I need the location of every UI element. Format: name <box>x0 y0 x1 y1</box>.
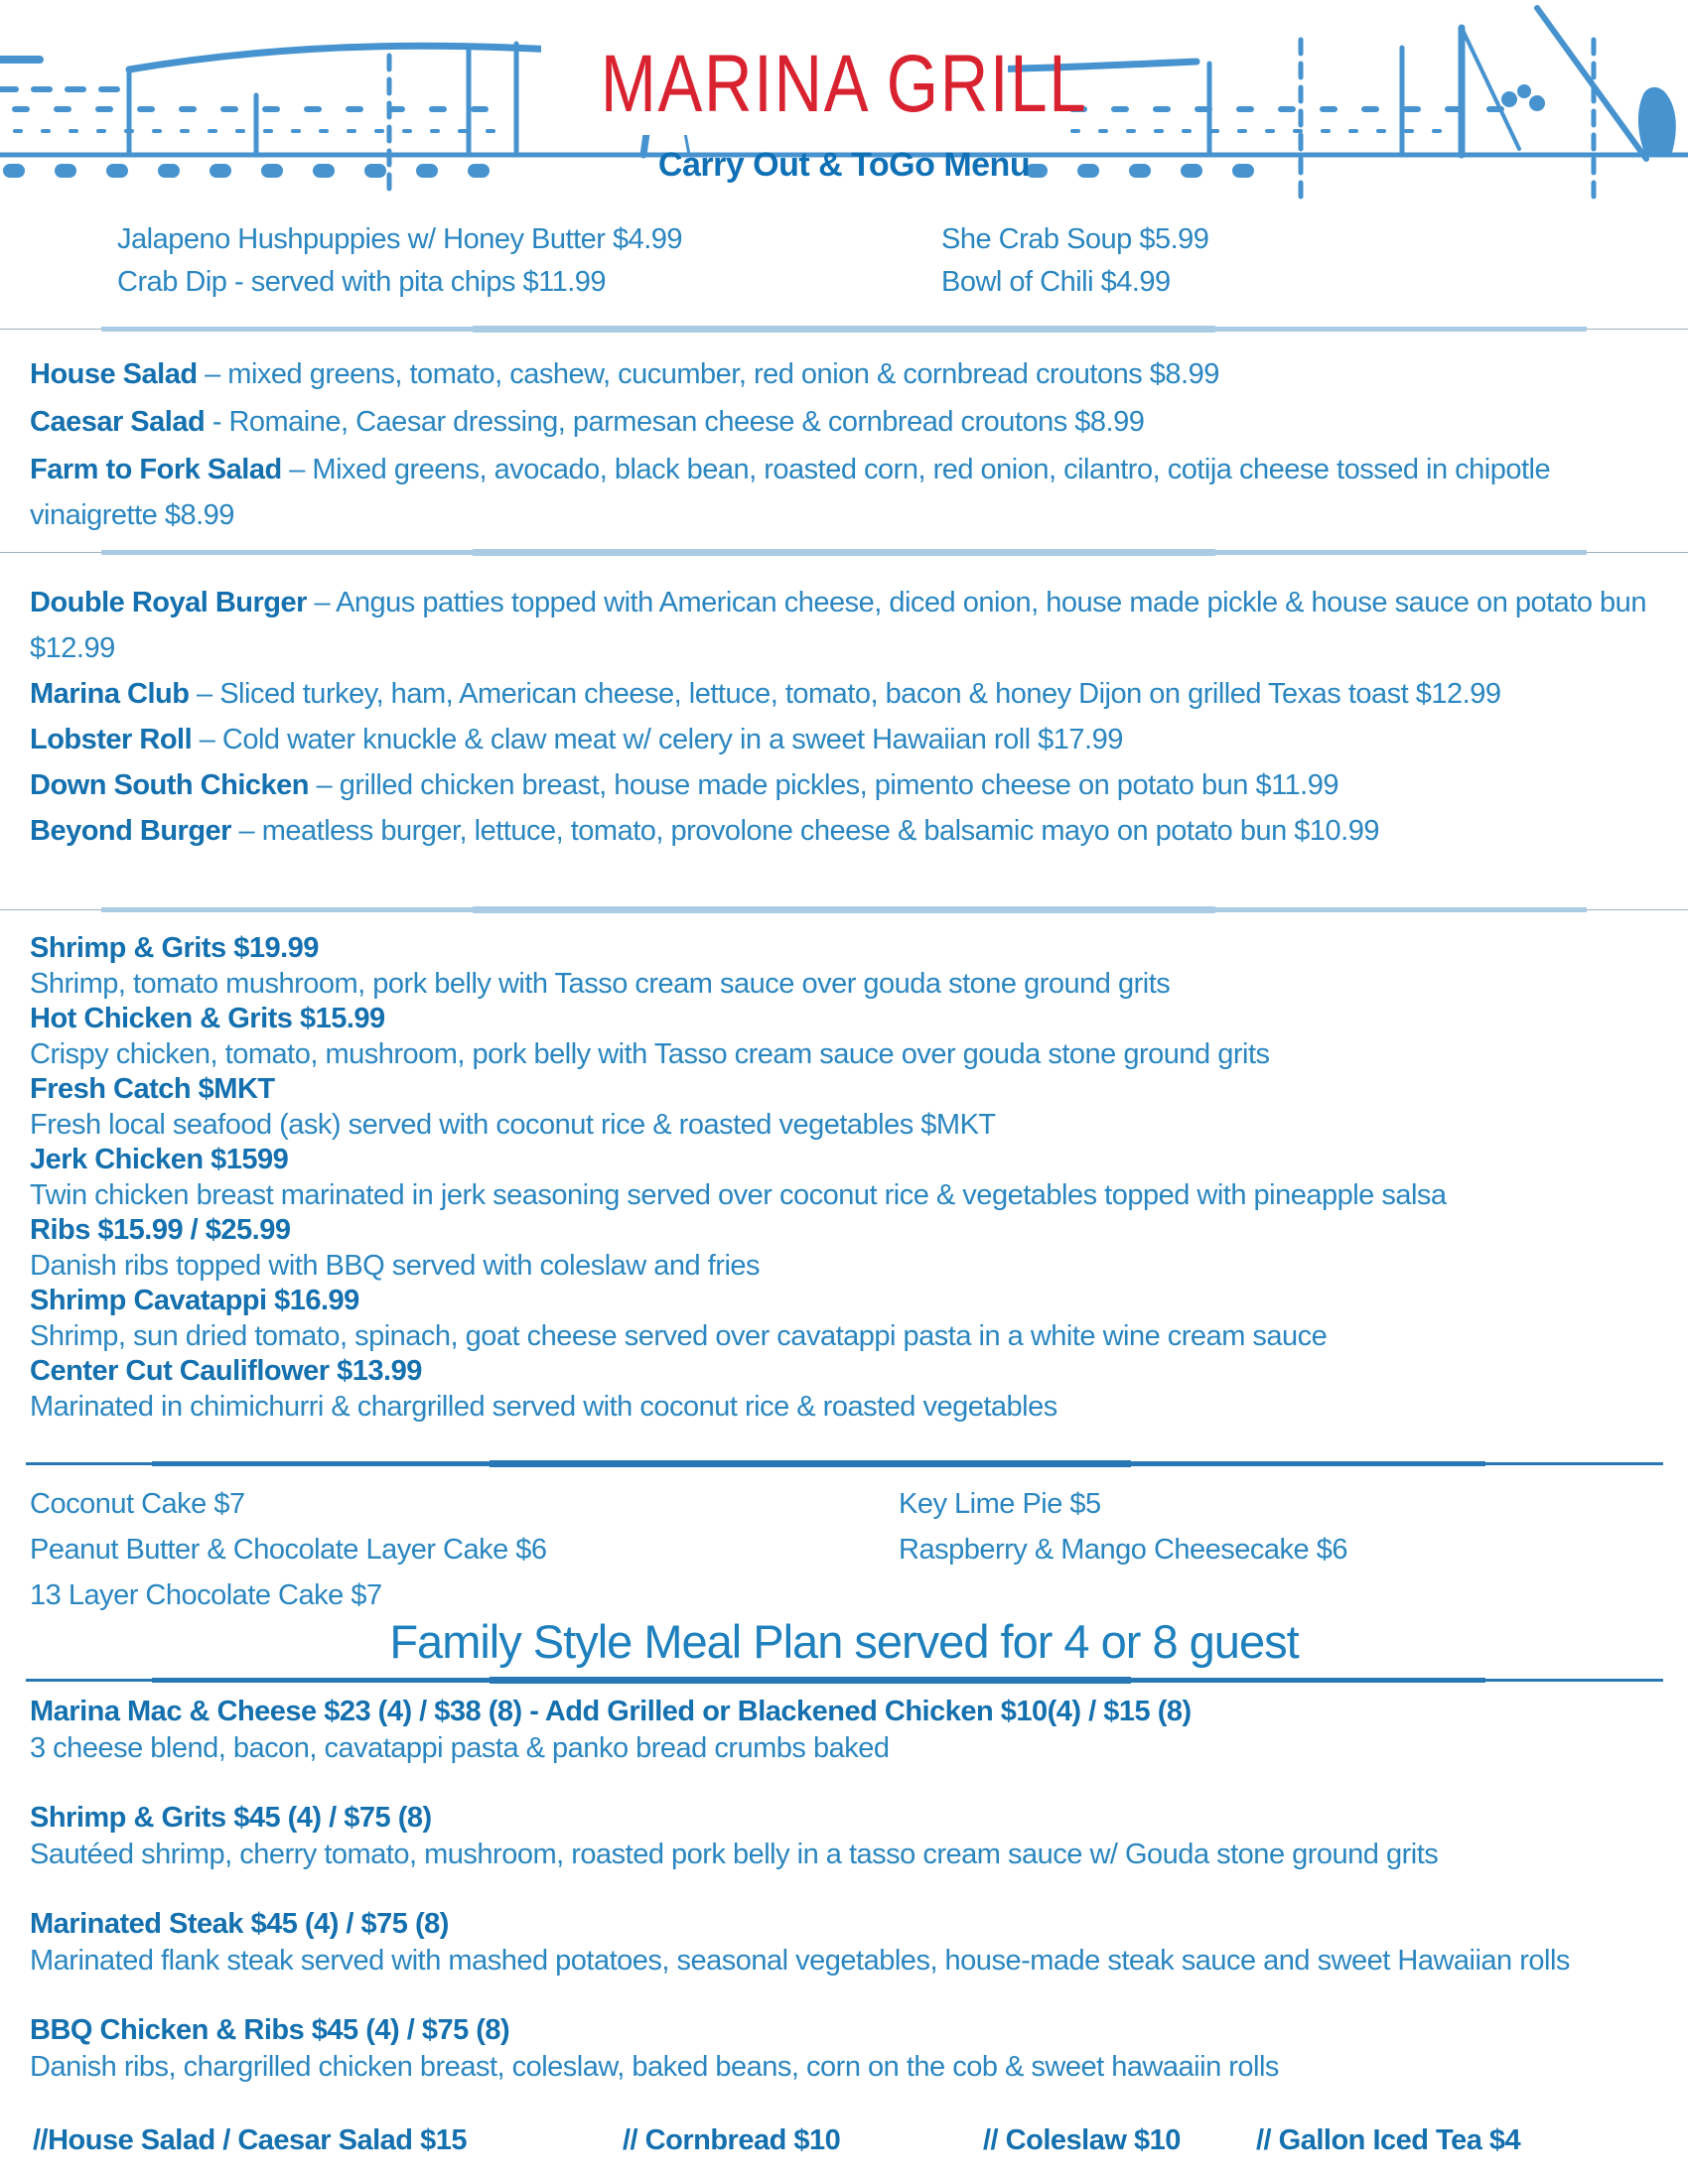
menu-item <box>30 397 1658 445</box>
menu-item-name: Double Royal Burger <box>30 587 307 618</box>
menu-item-desc: – Mixed greens, avocado, black bean, roasted corn, red onion, cilantro, cotija cheese tossed in chipotle vinaigrette $8.99 <box>30 454 1551 531</box>
desserts-column-left <box>30 1481 547 1618</box>
menu-item <box>30 445 1658 538</box>
menu-item-name: Shrimp & Grits $19.99 <box>30 932 319 964</box>
menu-item-name: BBQ Chicken & Ribs $45 (4) / $75 (8) <box>30 2014 510 2046</box>
footer-item: // Cornbread $10 <box>623 2124 841 2156</box>
section-divider <box>0 325 1688 335</box>
footer-item: //House Salad / Caesar Salad $15 <box>33 2124 467 2156</box>
section-divider <box>0 548 1688 558</box>
menu-item-name: Fresh Catch $MKT <box>30 1073 275 1105</box>
menu-item-name: Ribs $15.99 / $25.99 <box>30 1214 291 1246</box>
menu-item-name: Shrimp & Grits $45 (4) / $75 (8) <box>30 1802 432 1834</box>
menu-item-name: Lobster Roll <box>30 724 193 755</box>
menu-item-name: Marina Club <box>30 678 190 710</box>
appetizers-section <box>0 218 1688 304</box>
menu-item-name: Jerk Chicken $1599 <box>30 1144 289 1175</box>
menu-item-desc: Twin chicken breast marinated in jerk seasoning served over coconut rice & vegetables topped with pineapple salsa <box>30 1178 1447 1211</box>
section-divider <box>0 1676 1688 1686</box>
menu-item-name: Marina Mac & Cheese $23 (4) / $38 (8) - Add Grilled or Blackened Chicken $10(4) / $15 (8) <box>30 1696 1192 1727</box>
menu-item <box>30 808 1658 854</box>
entrees-section <box>0 931 1688 1425</box>
menu-item-desc: - Romaine, Caesar dressing, parmesan cheese & cornbread croutons $8.99 <box>205 406 1145 438</box>
footer-item: // Coleslaw $10 <box>983 2124 1181 2156</box>
menu-item-name: Center Cut Cauliflower $13.99 <box>30 1355 422 1387</box>
menu-item-desc: Fresh local seafood (ask) served with coconut rice & roasted vegetables $MKT <box>30 1108 996 1141</box>
menu-item <box>30 1694 1658 1767</box>
menu-item-name: Hot Chicken & Grits $15.99 <box>30 1003 385 1034</box>
menu-item <box>30 349 1658 397</box>
menu-item-desc: – Angus patties topped with American cheese, diced onion, house made pickle & house sauce on potato bun $12.99 <box>30 587 1646 664</box>
menu-item-name: Marinated Steak $45 (4) / $75 (8) <box>30 1908 449 1940</box>
menu-item <box>30 717 1658 762</box>
sandwiches-section <box>0 580 1688 854</box>
appetizer-item: Bowl of Chili $4.99 <box>941 266 1171 298</box>
desserts-column-right <box>899 1481 1347 1572</box>
section-divider <box>0 1459 1688 1469</box>
section-divider <box>0 905 1688 915</box>
menu-item-desc: Shrimp, sun dried tomato, spinach, goat cheese served over cavatappi pasta in a white wine cream sauce <box>30 1319 1328 1352</box>
menu-item <box>30 671 1658 717</box>
footer-item: // Gallon Iced Tea $4 <box>1256 2124 1521 2156</box>
menu-item-name: Caesar Salad <box>30 406 206 438</box>
dessert-item: Peanut Butter & Chocolate Layer Cake $6 <box>30 1534 547 1566</box>
menu-item <box>30 580 1658 671</box>
menu-item-name: Down South Chicken <box>30 769 309 801</box>
menu-item-desc: Marinated flank steak served with mashed potatoes, seasonal vegetables, house-made steak sauce and sweet Hawaiian rolls <box>30 1945 1570 1977</box>
menu-item <box>30 1906 1658 1979</box>
family-style-section <box>0 1694 1688 2118</box>
menu-item-name: House Salad <box>30 358 198 390</box>
appetizer-item: Crab Dip - served with pita chips $11.99 <box>117 266 607 298</box>
menu-item-desc: Sautéed shrimp, cherry tomato, mushroom, roasted pork belly in a tasso cream sauce w/ Gouda stone ground grits <box>30 1839 1439 1870</box>
dessert-item: Coconut Cake $7 <box>30 1488 245 1520</box>
sides-footer-row <box>0 2124 1688 2164</box>
dessert-item: 13 Layer Chocolate Cake $7 <box>30 1579 382 1611</box>
menu-item-desc: Danish ribs, chargrilled chicken breast, coleslaw, baked beans, corn on the cob & sweet hawaaiin rolls <box>30 2051 1279 2083</box>
menu-item-desc: – mixed greens, tomato, cashew, cucumber, red onion & cornbread croutons $8.99 <box>197 358 1219 390</box>
family-style-heading: Family Style Meal Plan served for 4 or 8 guest <box>389 1615 1299 1668</box>
menu-item-desc: – grilled chicken breast, house made pickles, pimento cheese on potato bun $11.99 <box>309 769 1338 801</box>
menu-item-desc: Danish ribs topped with BBQ served with coleslaw and fries <box>30 1249 761 1282</box>
menu-item-desc: Marinated in chimichurri & chargrilled served with coconut rice & roasted vegetables <box>30 1390 1057 1423</box>
menu-item-name: Shrimp Cavatappi $16.99 <box>30 1285 359 1316</box>
menu-item-desc: Crispy chicken, tomato, mushroom, pork belly with Tasso cream sauce over gouda stone ground grits <box>30 1037 1270 1070</box>
page-subtitle: Carry Out & ToGo Menu <box>657 146 1031 184</box>
menu-item-desc: – Sliced turkey, ham, American cheese, lettuce, tomato, bacon & honey Dijon on grilled Texas toast $12.99 <box>189 678 1501 710</box>
appetizer-item: She Crab Soup $5.99 <box>941 223 1209 255</box>
menu-item <box>30 1800 1658 1873</box>
menu-item-desc: – Cold water knuckle & claw meat w/ celery in a sweet Hawaiian roll $17.99 <box>192 724 1123 755</box>
dessert-item: Raspberry & Mango Cheesecake $6 <box>899 1534 1347 1566</box>
dessert-item: Key Lime Pie $5 <box>899 1488 1101 1520</box>
menu-item-desc: 3 cheese blend, bacon, cavatappi pasta & panko bread crumbs baked <box>30 1732 890 1764</box>
menu-item-name: Farm to Fork Salad <box>30 454 282 485</box>
menu-item-desc: – meatless burger, lettuce, tomato, provolone cheese & balsamic mayo on potato bun $10.99 <box>230 815 1379 847</box>
menu-item-desc: Shrimp, tomato mushroom, pork belly with Tasso cream sauce over gouda stone ground grits <box>30 967 1171 1000</box>
menu-item-name: Beyond Burger <box>30 815 231 847</box>
menu-item <box>30 762 1658 808</box>
appetizer-item: Jalapeno Hushpuppies w/ Honey Butter $4.99 <box>117 223 683 255</box>
page-title: MARINA GRILL <box>600 39 1088 129</box>
salads-section <box>0 349 1688 538</box>
menu-item <box>30 2012 1658 2086</box>
